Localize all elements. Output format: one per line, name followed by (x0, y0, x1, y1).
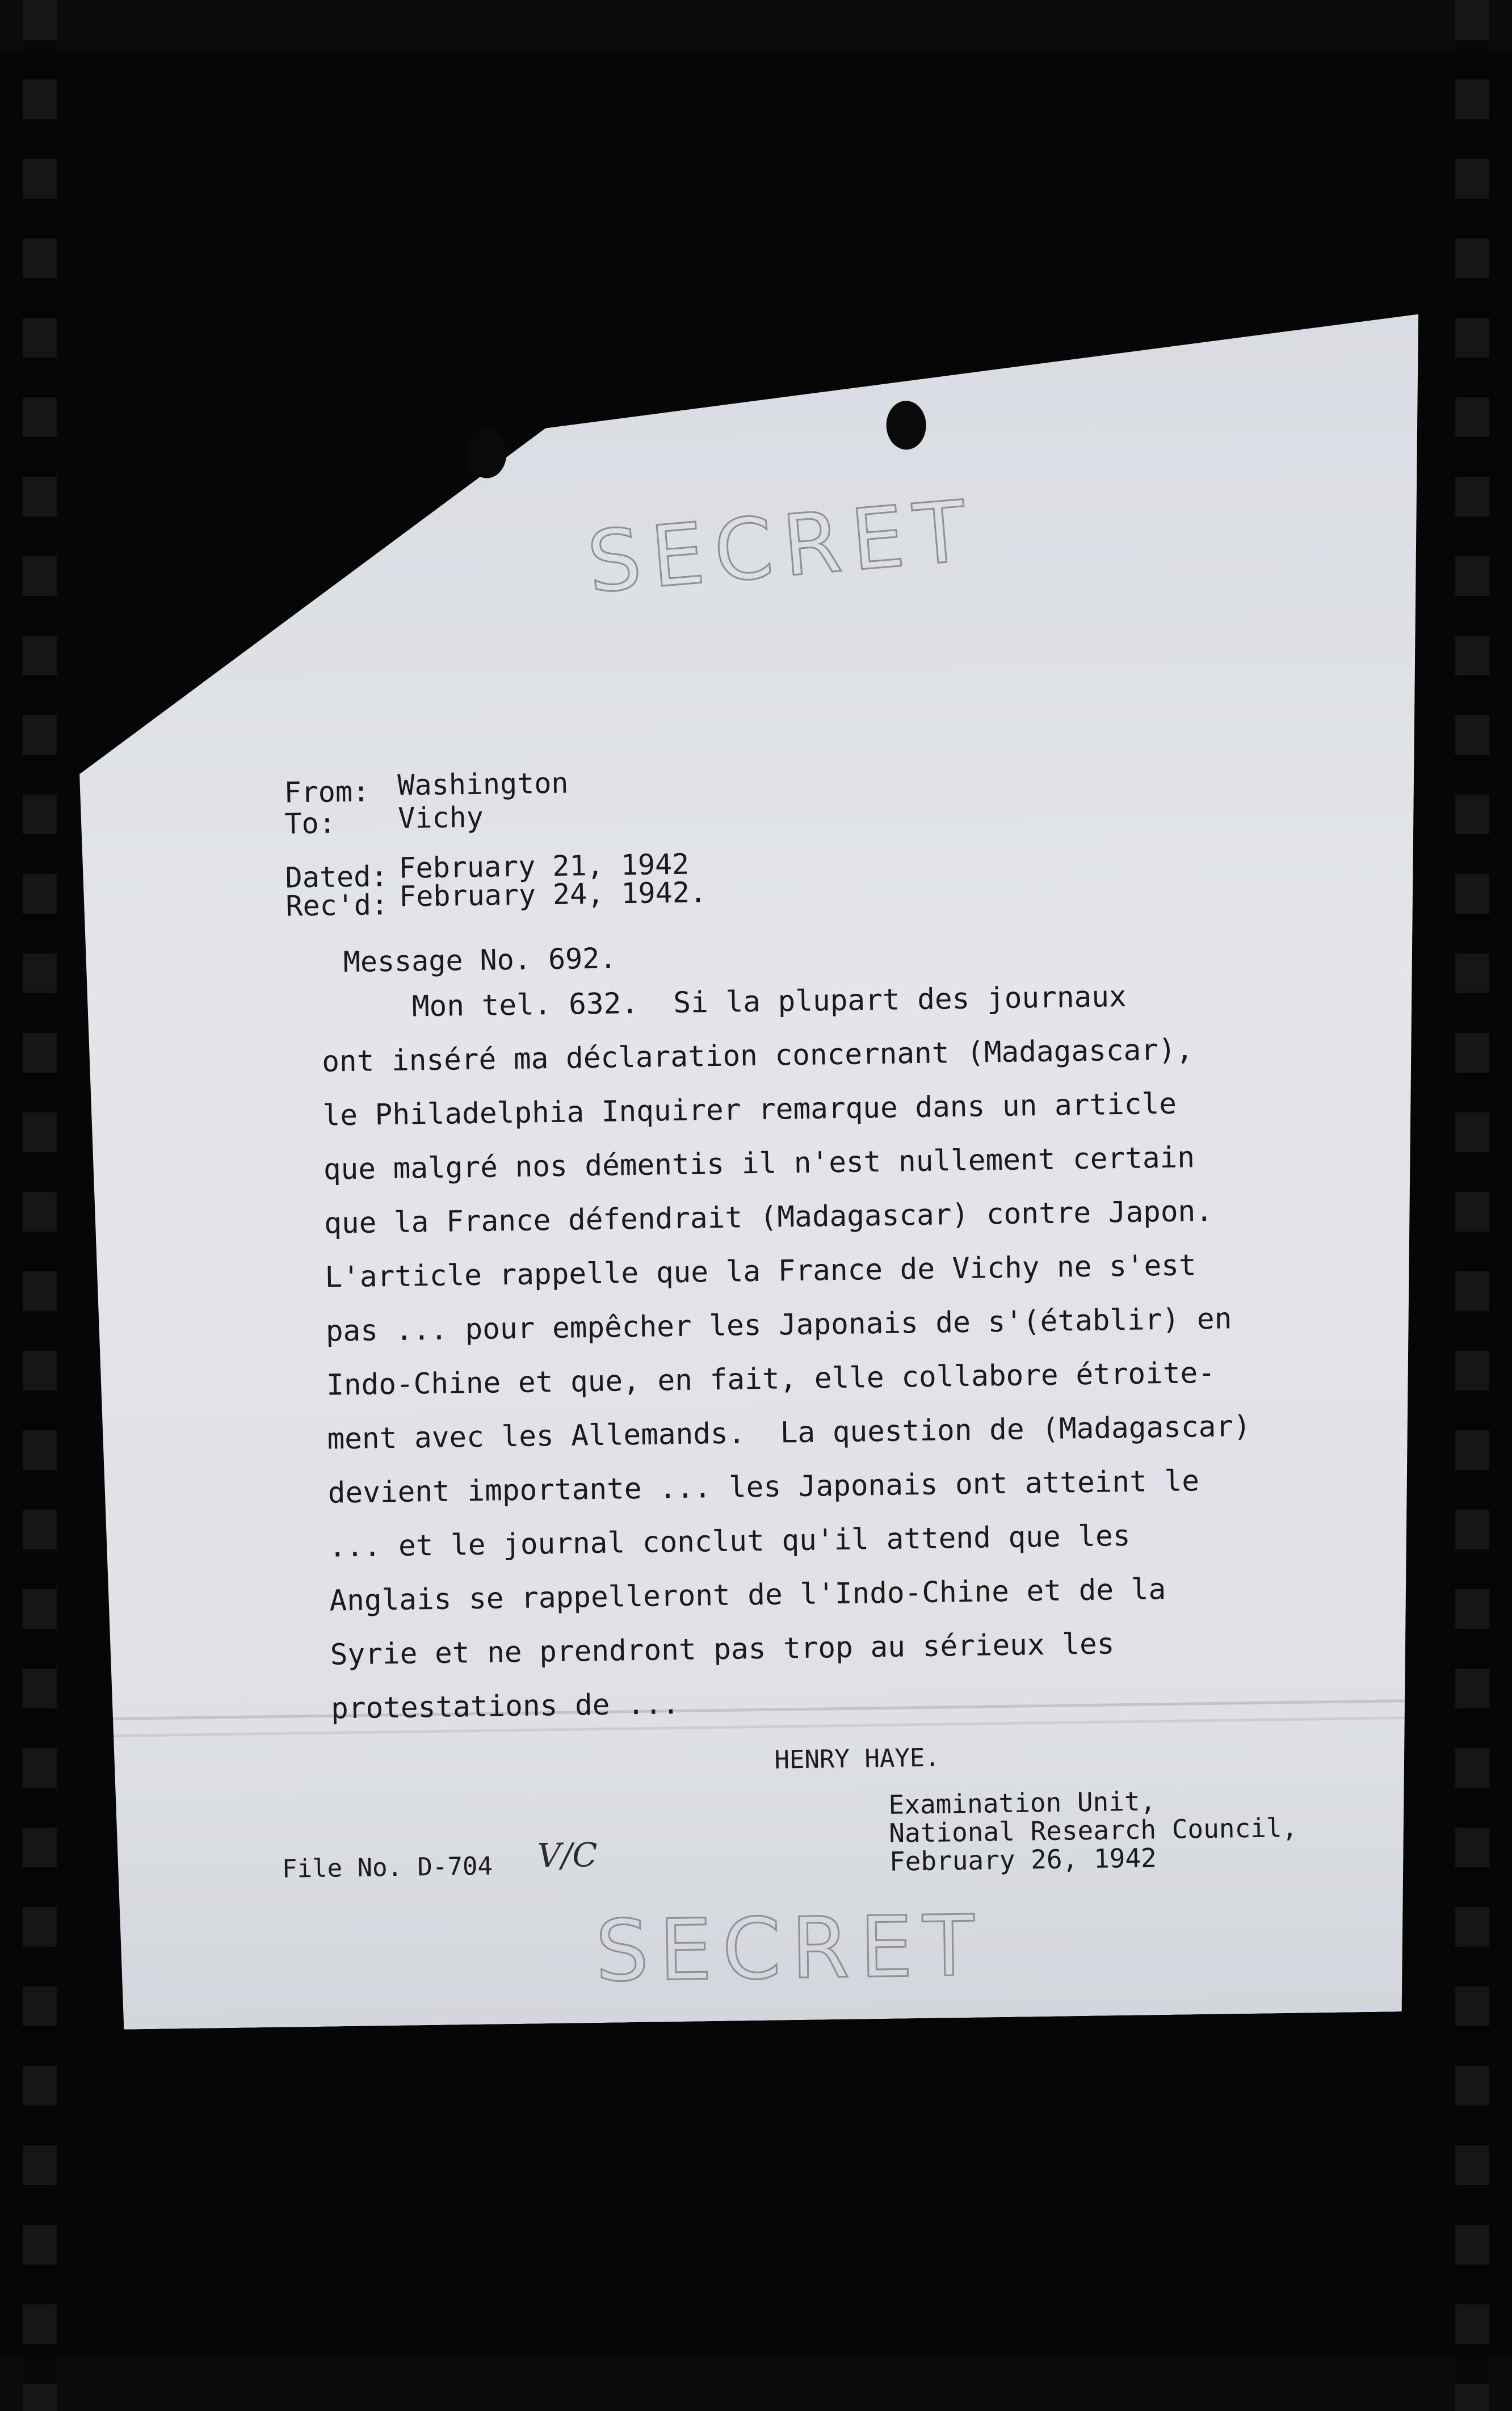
body-line: pas ... pour empêcher les Japonais de s'(établir) en (325, 1302, 1232, 1349)
film-sprocket-right (1455, 0, 1489, 2411)
body-line: Indo-Chine et que, en fait, elle collabore étroite- (326, 1356, 1216, 1402)
recd-value: February 24, 1942. (398, 876, 707, 913)
from-label: From: (284, 775, 370, 809)
from-value: Washington (397, 766, 569, 802)
to-value: Vichy (397, 800, 484, 835)
exam-unit-line: February 26, 1942 (889, 1842, 1157, 1877)
dated-value: February 21, 1942 (398, 847, 690, 885)
body-line: ment avec les Allemands. La question de (Madagascar) (327, 1409, 1251, 1456)
body-line: que malgré nos démentis il n'est nullement certain (323, 1141, 1195, 1187)
exam-unit-line: National Research Council, (888, 1812, 1298, 1849)
to-label: To: (284, 807, 337, 841)
body-line: L'article rappelle que la France de Vichy ne s'est (325, 1249, 1197, 1295)
signature: HENRY HAYE. (774, 1743, 940, 1775)
body-line: ... et le journal conclut qu'il attend que les (328, 1519, 1131, 1564)
secret-stamp-bottom: SECRET (594, 1897, 985, 2001)
body-line: Anglais se rappelleront de l'Indo-Chine et de la (329, 1573, 1166, 1618)
dated-label: Dated: (285, 860, 388, 894)
recd-label: Rec'd: (285, 888, 389, 923)
film-sprocket-left (23, 0, 57, 2411)
message-number: Message No. 692. (343, 942, 617, 979)
body-line: Syrie et ne prendront pas trop au sérieux les (330, 1627, 1115, 1672)
body-line: le Philadelphia Inquirer remarque dans un article (322, 1087, 1177, 1133)
file-number: File No. D-704 (282, 1851, 493, 1884)
body-line: ont inséré ma déclaration concernant (Madagascar), (321, 1033, 1194, 1079)
secret-stamp-top: SECRET (583, 481, 980, 612)
film-edge-top (0, 0, 1512, 51)
document-page (73, 314, 1442, 2030)
body-line: protestations de ... (330, 1687, 680, 1726)
body-line: Mon tel. 632. Si la plupart des journaux (411, 980, 1127, 1024)
body-line: que la France défendrait (Madagascar) contre Japon. (324, 1194, 1213, 1241)
body-line: devient importante ... les Japonais ont atteint le (327, 1464, 1200, 1510)
exam-unit-line: Examination Unit, (888, 1786, 1156, 1820)
film-edge-bottom (0, 2355, 1512, 2411)
file-handwritten-annotation: V/C (537, 1835, 598, 1875)
